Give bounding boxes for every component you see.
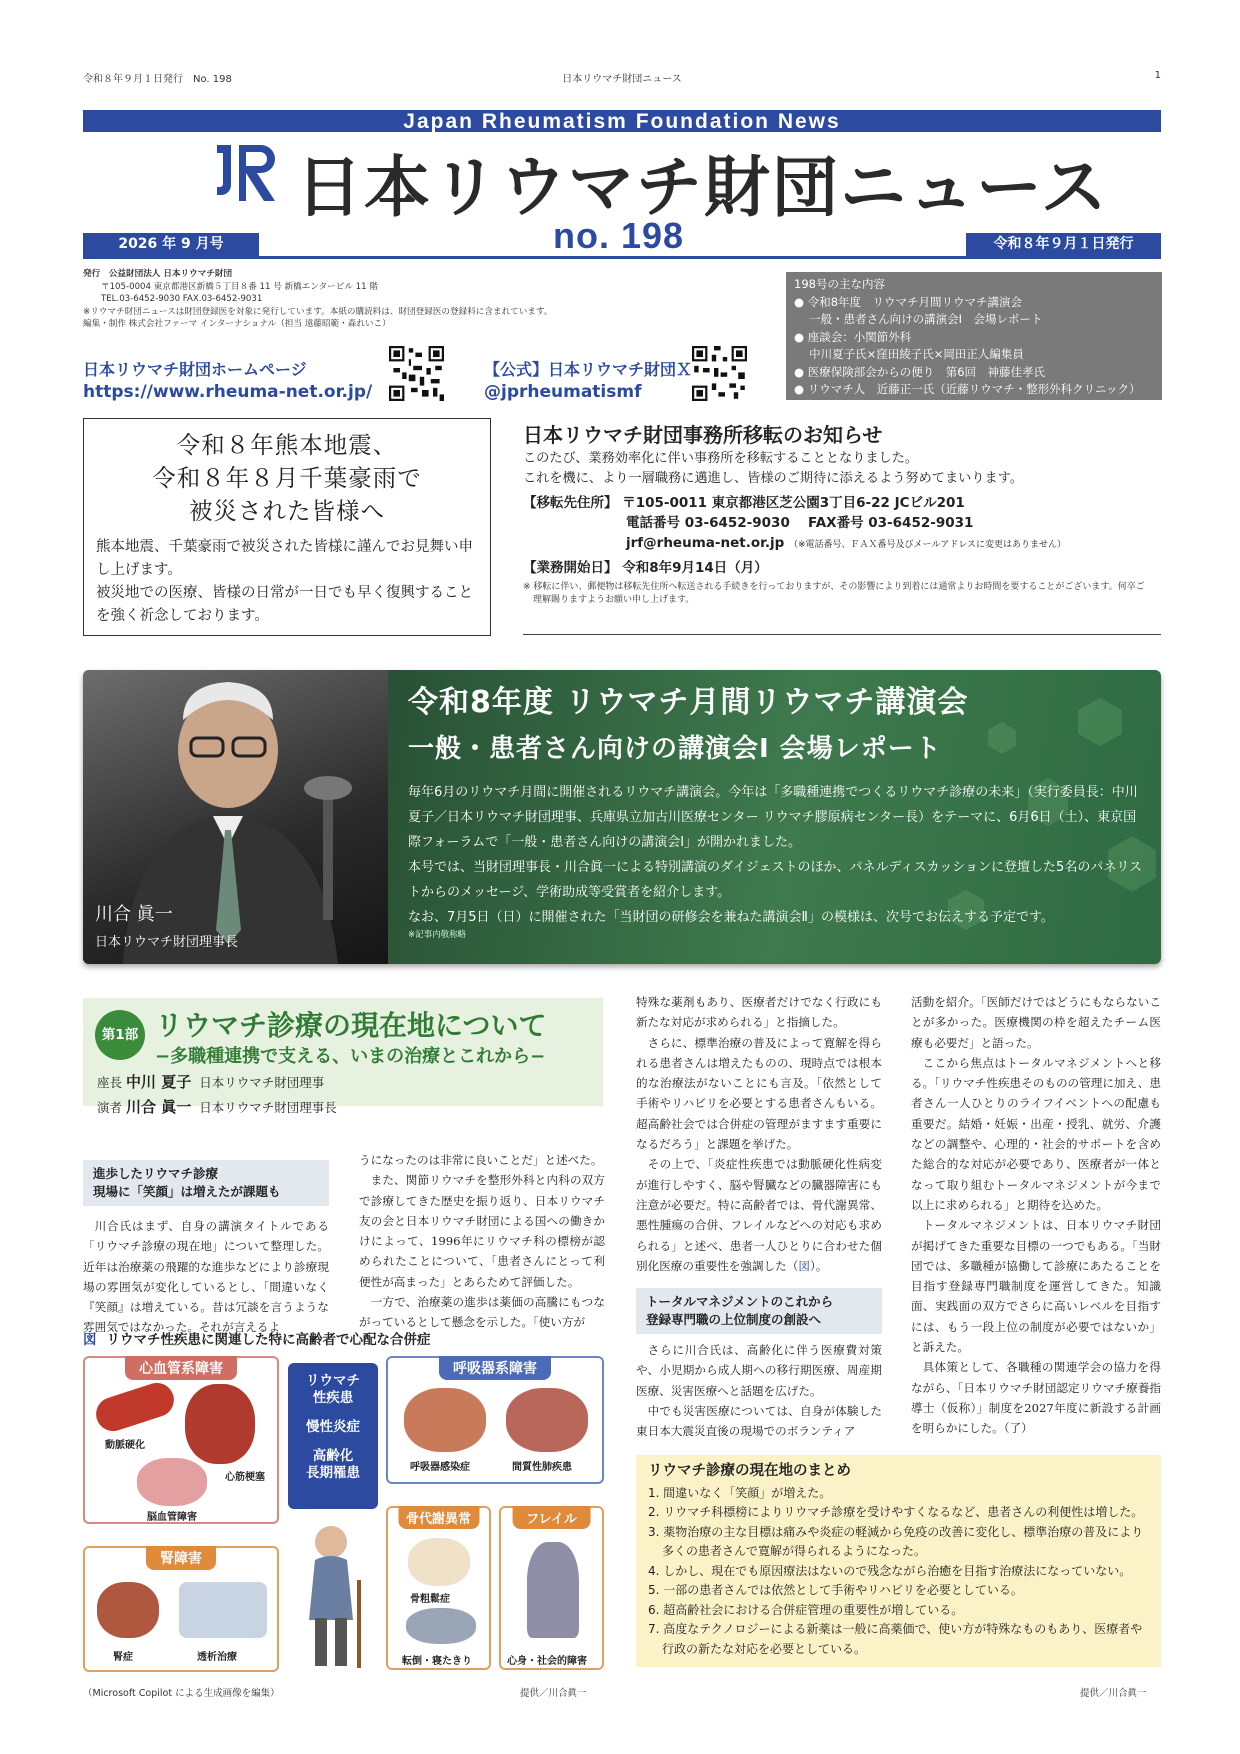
masthead-japanese-title: 日本リウマチ財団ニュース (296, 149, 1109, 226)
renal-label: 腎症 (113, 1652, 133, 1663)
lecturer-name: 川合 眞一 (126, 1098, 192, 1116)
section-heading-box (83, 1160, 329, 1206)
masthead-rule (83, 256, 1161, 259)
article-paragraph: さらに、標準治療の普及によって寛解を得られる患者さんは増えたものの、現時点では根本的な治療法がないことにも言及。「依然として手術やリハビリを必要とする患者さんもいる。超高齢社会では合併症の管理がますます重要になるだろう」と課題を挙げた。 (636, 1035, 882, 1152)
part1-header (83, 998, 603, 1116)
chair-name: 中川 夏子 (126, 1073, 192, 1091)
relocation-email-note: （※電話番号、ＦＡＸ番号及びメールアドレスに変更はありません） (788, 540, 1067, 550)
feature-subtitle: 一般・患者さん向けの講演会Ⅰ 会場レポート (408, 734, 942, 764)
figure-title (83, 1328, 431, 1348)
summary-item: 6. 超高齢社会における合併症管理の重要性が増している。 (648, 1602, 964, 1617)
toc-item[interactable]: ● 医療保険部会からの便り 第6回 神藤佳孝氏 (794, 364, 1046, 379)
publisher-note: ※リウマチ財団ニュースは財団登録医を対象に発行しています。本紙の購読料は、財団登録医の登録料に含まれています。 (83, 306, 553, 317)
article-paragraph: 川合氏はまず、自身の講演タイトルである「リウマチ診療の現在地」について整理した。近年は治療薬の飛躍的な進歩などにより診療現場の雰囲気が変化しているとし、「間違いなく『笑顔』は増えている。昔は冗談を言うような雰囲気ではなかった。それが言えるよ (83, 1219, 329, 1335)
x-account-handle[interactable]: @jprheumatismf (484, 382, 642, 402)
part1-subtitle: −多職種連携で支える、いまの治療とこれから− (155, 1046, 546, 1067)
running-header (83, 70, 1161, 85)
cardio-label: 心筋梗塞 (225, 1472, 265, 1483)
publisher-info (83, 268, 763, 331)
relocation-address: 〒105-0011 東京都港区芝公園3丁目6-22 JCビル201 (622, 495, 965, 511)
fall-illustration (406, 1608, 476, 1644)
rheumatic-disease-center (288, 1363, 378, 1509)
article-paragraph: トータルマネジメントは、日本リウマチ財団が掲げてきた重要な目標の一つでもある。「当財団では、多職種が協働して診療にあたることを目指す登録専門職制度を運営してきた。知識面、実践面の双方でさらに高いレベルを目指すには、もう一段上位の制度が必要ではないか」と訴えた。 (911, 1218, 1161, 1355)
toc-heading: 198号の主な内容 (794, 277, 885, 291)
publisher-editor: 編集・制作 株式会社ファーマ インターナショナル（担当 遠藤昭範・森れいこ） (83, 319, 391, 329)
section-heading-line: 進歩したリウマチ診療 (93, 1166, 219, 1181)
publisher-address: 〒105-0004 東京都港区新橋５丁目８番 11 号 新橋エンタービル 11 階 (101, 281, 378, 292)
article-paragraph: さらに川合氏は、高齢化に伴う医療費対策や、小児期から成人期への移行期医療、周産期医療、災害医療へと話題を広げた。 (636, 1343, 882, 1398)
cardiovascular-heading: 心血管系障害 (125, 1356, 237, 1380)
x-account-qr-code-icon[interactable] (692, 346, 747, 401)
article-column-4 (911, 992, 1161, 1439)
condolence-box (83, 418, 491, 636)
article-paragraph: 具体策として、各職種の関連学会の協力を得ながら、「日本リウマチ財団認定リウマチ療養指導士（仮称）」制度を2027年度に新設する計画を明らかにした。（了） (911, 1360, 1161, 1436)
article-paragraph: また、関節リウマチを整形外科と内科の双方で診療してきた歴史を振り返り、日本リウマチ友の会と日本リウマチ財団による国への働きかけによって、1996年にリウマチ科の標榜が認められたことについて、「患者さんにとって利便性が高まった」とあらためて評価した。 (359, 1173, 605, 1289)
heart-illustration (185, 1384, 255, 1464)
feature-lead-para: 本号では、当財団理事長・川合眞一による特別講演のダイジェストのほか、パネルディスカッションに登壇した5名のパネリストからのメッセージ、学術助成等受賞者を紹介します。 (408, 860, 1143, 900)
summary-credit: 提供／川合眞一 (1080, 1688, 1147, 1699)
toc-item[interactable]: 中川夏子氏×窪田綾子氏×岡田正人編集員 (794, 347, 1024, 361)
brain-illustration (137, 1458, 207, 1506)
article-column-3b (636, 1340, 882, 1441)
relocation-start-date: 令和8年9月14日（月） (622, 560, 768, 576)
frailty-panel (499, 1506, 604, 1670)
cardio-label: 動脈硬化 (105, 1440, 145, 1451)
summary-item: 3. 薬物治療の主な目標は痛みや炎症の軽減から免疫の改善に変化し、標準治療の普及により多くの患者さんで寛解が得られるようになった。 (648, 1524, 1144, 1558)
figure-reference-link[interactable]: 図 (798, 1258, 810, 1273)
toc-item[interactable]: ● リウマチ人 近藤正一氏（近藤リウマチ・整形外科クリニック） (794, 382, 1141, 396)
speaker-name: 川合 眞一 (95, 904, 173, 925)
relocation-address-label: 【移転先住所】 (523, 495, 618, 511)
artery-illustration (92, 1378, 179, 1435)
condolence-title-line: 令和８年８月千葉豪雨で (152, 464, 422, 492)
lung-illustration (404, 1388, 486, 1452)
relocation-intro-2: これを機に、より一層職務に邁進し、皆様のご期待に添えるよう努めてまいります。 (523, 471, 1024, 486)
lung-illustration (506, 1388, 588, 1452)
bone-label: 転倒・寝たきり (402, 1656, 472, 1667)
frailty-heading: フレイル (512, 1506, 591, 1529)
issue-number: no. 198 (553, 215, 685, 256)
feature-lead (408, 780, 1148, 940)
section-heading-box (636, 1288, 882, 1334)
relocation-title: 日本リウマチ財団事務所移転のお知らせ (523, 423, 883, 447)
article-text: ）。 (809, 1258, 828, 1273)
article-paragraph: うになったのは非常に良いことだ」と述べた。 (359, 1153, 603, 1167)
issue-month-badge: 2026 年 9 月号 (83, 233, 259, 256)
feature-lead-para: 毎年6月のリウマチ月間に開催されるリウマチ講演会。今年は「多職種連携でつくるリウマチ診療の未来」（実行委員長：中川夏子／日本リウマチ財団理事、兵庫県立加古川医療センター リウマチ膠原病センター長）をテーマに、6月6日（土）、東京国際フォーラムで「一般・患者さん向けの講演会Ⅰ」が開かれました。 (408, 785, 1138, 850)
condolence-title (84, 429, 490, 528)
cardiovascular-panel (83, 1356, 279, 1524)
speaker-label: 演者 (97, 1100, 123, 1115)
chair-label: 座長 (97, 1075, 123, 1090)
article-paragraph (636, 1154, 882, 1276)
feature-lead-para: なお、7月5日（日）に開催された「当財団の研修会を兼ねた講演会Ⅱ」の模様は、次号でお伝えする予定です。 (408, 910, 1054, 925)
renal-panel (83, 1546, 279, 1672)
homepage-label[interactable]: 日本リウマチ財団ホームページ (83, 360, 307, 379)
part1-people (97, 1070, 337, 1120)
publisher-label: 発行 (83, 269, 101, 279)
summary-list (648, 1484, 1149, 1660)
respiratory-label: 間質性肺疾患 (512, 1462, 572, 1473)
bone-label: 骨粗鬆症 (410, 1594, 450, 1605)
summary-box (636, 1455, 1161, 1667)
article-column-3 (636, 992, 882, 1276)
summary-item: 1. 間違いなく「笑顔」が増えた。 (648, 1485, 832, 1500)
article-paragraph: 特殊な薬剤もあり、医療者だけでなく行政にも新たな対応が求められる」と指摘した。 (636, 995, 882, 1030)
homepage-qr-code-icon[interactable] (389, 346, 444, 401)
homepage-link-block[interactable] (83, 358, 372, 404)
running-header-center: 日本リウマチ財団ニュース (562, 74, 682, 85)
relocation-phone: 電話番号 03-6452-9030 FAX番号 03-6452-9031 (626, 515, 974, 531)
article-paragraph: ここから焦点はトータルマネジメントへと移る。「リウマチ性疾患そのものの管理に加え、患者さん一人ひとりのライフイベントへの配慮も重要だ。結婚・妊娠・出産・授乳、就労、介護などの調整や、心理的・社会的サポートを含めた総合的な対応が必要であり、医療者が一体となって取り組むトータルマネジメントが今まで以上に求められる」と期待を込めた。 (911, 1055, 1161, 1212)
lecturer-role: 日本リウマチ財団理事長 (199, 1100, 337, 1115)
summary-item: 4. しかし、現在でも原因療法はないので残念ながら治癒を目指す治療法になっていない。 (648, 1563, 1132, 1578)
summary-title: リウマチ診療の現在地のまとめ (648, 1463, 851, 1479)
summary-item: 7. 高度なテクノロジーによる新薬は一般に高薬価で、使い方が特殊なものもあり、医療者や行政の新たな対応を必要としている。 (648, 1622, 1143, 1656)
center-label: 長期罹患 (306, 1465, 360, 1481)
publisher-name: 公益財団法人 日本リウマチ財団 (108, 269, 233, 279)
condolence-body: 熊本地震、千葉豪雨で被災された皆様に謹んでお見舞い申し上げます。 (96, 539, 473, 578)
article-paragraph: 中でも災害医療については、自身が体験した東日本大震災直後の現場でのボランティア (636, 1403, 882, 1439)
respiratory-heading: 呼吸器系障害 (439, 1356, 551, 1380)
relocation-start-label: 【業務開始日】 (523, 560, 618, 576)
feature-note: ※記事内敬称略 (408, 930, 467, 940)
center-label: 慢性炎症 (306, 1419, 360, 1435)
figure-credit-left: （Microsoft Copilot による生成画像を編集） (83, 1688, 280, 1699)
bone-metabolism-panel (386, 1506, 491, 1670)
center-label: リウマチ (306, 1373, 360, 1389)
figure-credit-right: 提供／川合眞一 (520, 1688, 587, 1699)
foundation-logo-icon (213, 139, 283, 209)
publisher-tel: TEL.03-6452-9030 FAX.03-6452-9031 (101, 294, 263, 304)
renal-label: 透析治療 (197, 1652, 237, 1663)
respiratory-panel (386, 1356, 604, 1484)
masthead-english-title: Japan Rheumatism Foundation News (83, 110, 1161, 132)
toc-item[interactable]: ● 令和8年度 リウマチ月間リウマチ講演会 (794, 294, 1023, 309)
issue-date-badge: 令和８年９月１日発行 (966, 233, 1161, 256)
section-heading-line: 現場に「笑顔」は増えたが課題も (93, 1184, 281, 1199)
relocation-rule (523, 634, 1161, 635)
section-heading-line: トータルマネジメントのこれから (646, 1294, 834, 1309)
figure-tag: 図 (83, 1332, 97, 1348)
running-header-left: 令和８年９月１日発行 No. 198 (83, 74, 232, 85)
article-paragraph: 一方で、治療薬の進歩は薬価の高騰にもつながっているとして懸念を示した。「使い方が (359, 1295, 605, 1330)
kidney-illustration (97, 1582, 159, 1638)
toc-item[interactable]: ● 座談会：小関節外科 (794, 329, 912, 344)
relocation-intro: このたび、業務効率化に伴い事務所を移転することとなりました。 (523, 451, 919, 466)
respiratory-label: 呼吸器感染症 (410, 1462, 470, 1473)
speaker-role: 日本リウマチ財団理事長 (95, 935, 239, 950)
table-of-contents (786, 272, 1162, 400)
summary-item: 2. リウマチ科標榜によりリウマチ診療を受けやすくなるなど、患者さんの利便性は増した。 (648, 1505, 1144, 1519)
x-account-block[interactable] (484, 358, 692, 404)
article-paragraph: 活動を紹介。「医師だけではどうにもならないことが多かった。医療機関の枠を超えたチーム医療も必要だ」と語った。 (911, 995, 1161, 1050)
x-account-label[interactable]: 【公式】日本リウマチ財団Ｘ (484, 360, 693, 379)
page-number: 1 (1154, 70, 1161, 81)
homepage-url[interactable]: https://www.rheuma-net.or.jp/ (83, 382, 373, 402)
elderly-person-icon (285, 1520, 377, 1670)
condolence-title-line: 令和８年熊本地震、 (176, 431, 398, 459)
speaker-photo (83, 670, 388, 964)
article-text: その上で、「炎症性疾患では動脈硬化性病変が進行しやすく、脳や腎臓などの臓器障害にも注意が必要だ。特に高齢者では、骨代謝異常、悪性腫瘍の合併、フレイルなどへの対応も求められる」と述べ、患者一人ひとりに合わせた個別化医療の重要性を強調した（ (636, 1157, 882, 1273)
summary-item: 5. 一部の患者さんでは依然として手術やリハビリを必要としている。 (648, 1583, 1023, 1597)
relocation-email[interactable]: jrf@rheuma-net.or.jp (626, 535, 785, 551)
feature-banner (83, 670, 1161, 964)
center-label: 性疾患 (312, 1390, 354, 1406)
feature-title: 令和8年度 リウマチ月間リウマチ講演会 (408, 685, 969, 720)
section-heading-line: 登録専門職の上位制度の創設へ (646, 1312, 822, 1327)
bone-illustration (408, 1538, 470, 1586)
toc-item[interactable]: 一般・患者さん向けの講演会Ⅰ 会場レポート (794, 312, 1043, 326)
figure-title-text: リウマチ性疾患に関連した特に高齢者で心配な合併症 (106, 1332, 431, 1348)
cardio-label: 脳血管障害 (147, 1512, 197, 1523)
frail-person-illustration (527, 1542, 579, 1638)
feature-title-block (408, 680, 968, 772)
part1-badge: 第1部 (95, 1010, 145, 1060)
article-column-1 (83, 1216, 329, 1338)
renal-heading: 腎障害 (146, 1546, 216, 1570)
bone-heading: 骨代謝異常 (398, 1506, 479, 1529)
frailty-label: 心身・社会的障害 (507, 1656, 587, 1667)
dialysis-illustration (179, 1582, 267, 1638)
relocation-notice (523, 425, 1153, 607)
center-label: 高齢化 (312, 1448, 354, 1464)
relocation-note: ※ 移転に伴い、郵便物は移転先住所へ転送される手続きを行っておりますが、その影響により到着には通常よりお時間を要することがございます。何卒ご理解賜りますようお願い申し上げます。 (523, 582, 1145, 605)
condolence-body-2: 被災地での医療、皆様の日常が一日でも早く復興することを強く祈念しております。 (96, 585, 473, 624)
chair-role: 日本リウマチ財団理事 (199, 1075, 325, 1090)
part1-title: リウマチ診療の現在地について (155, 1009, 547, 1042)
article-column-2 (359, 1150, 605, 1333)
condolence-title-line: 被災された皆様へ (189, 497, 385, 525)
